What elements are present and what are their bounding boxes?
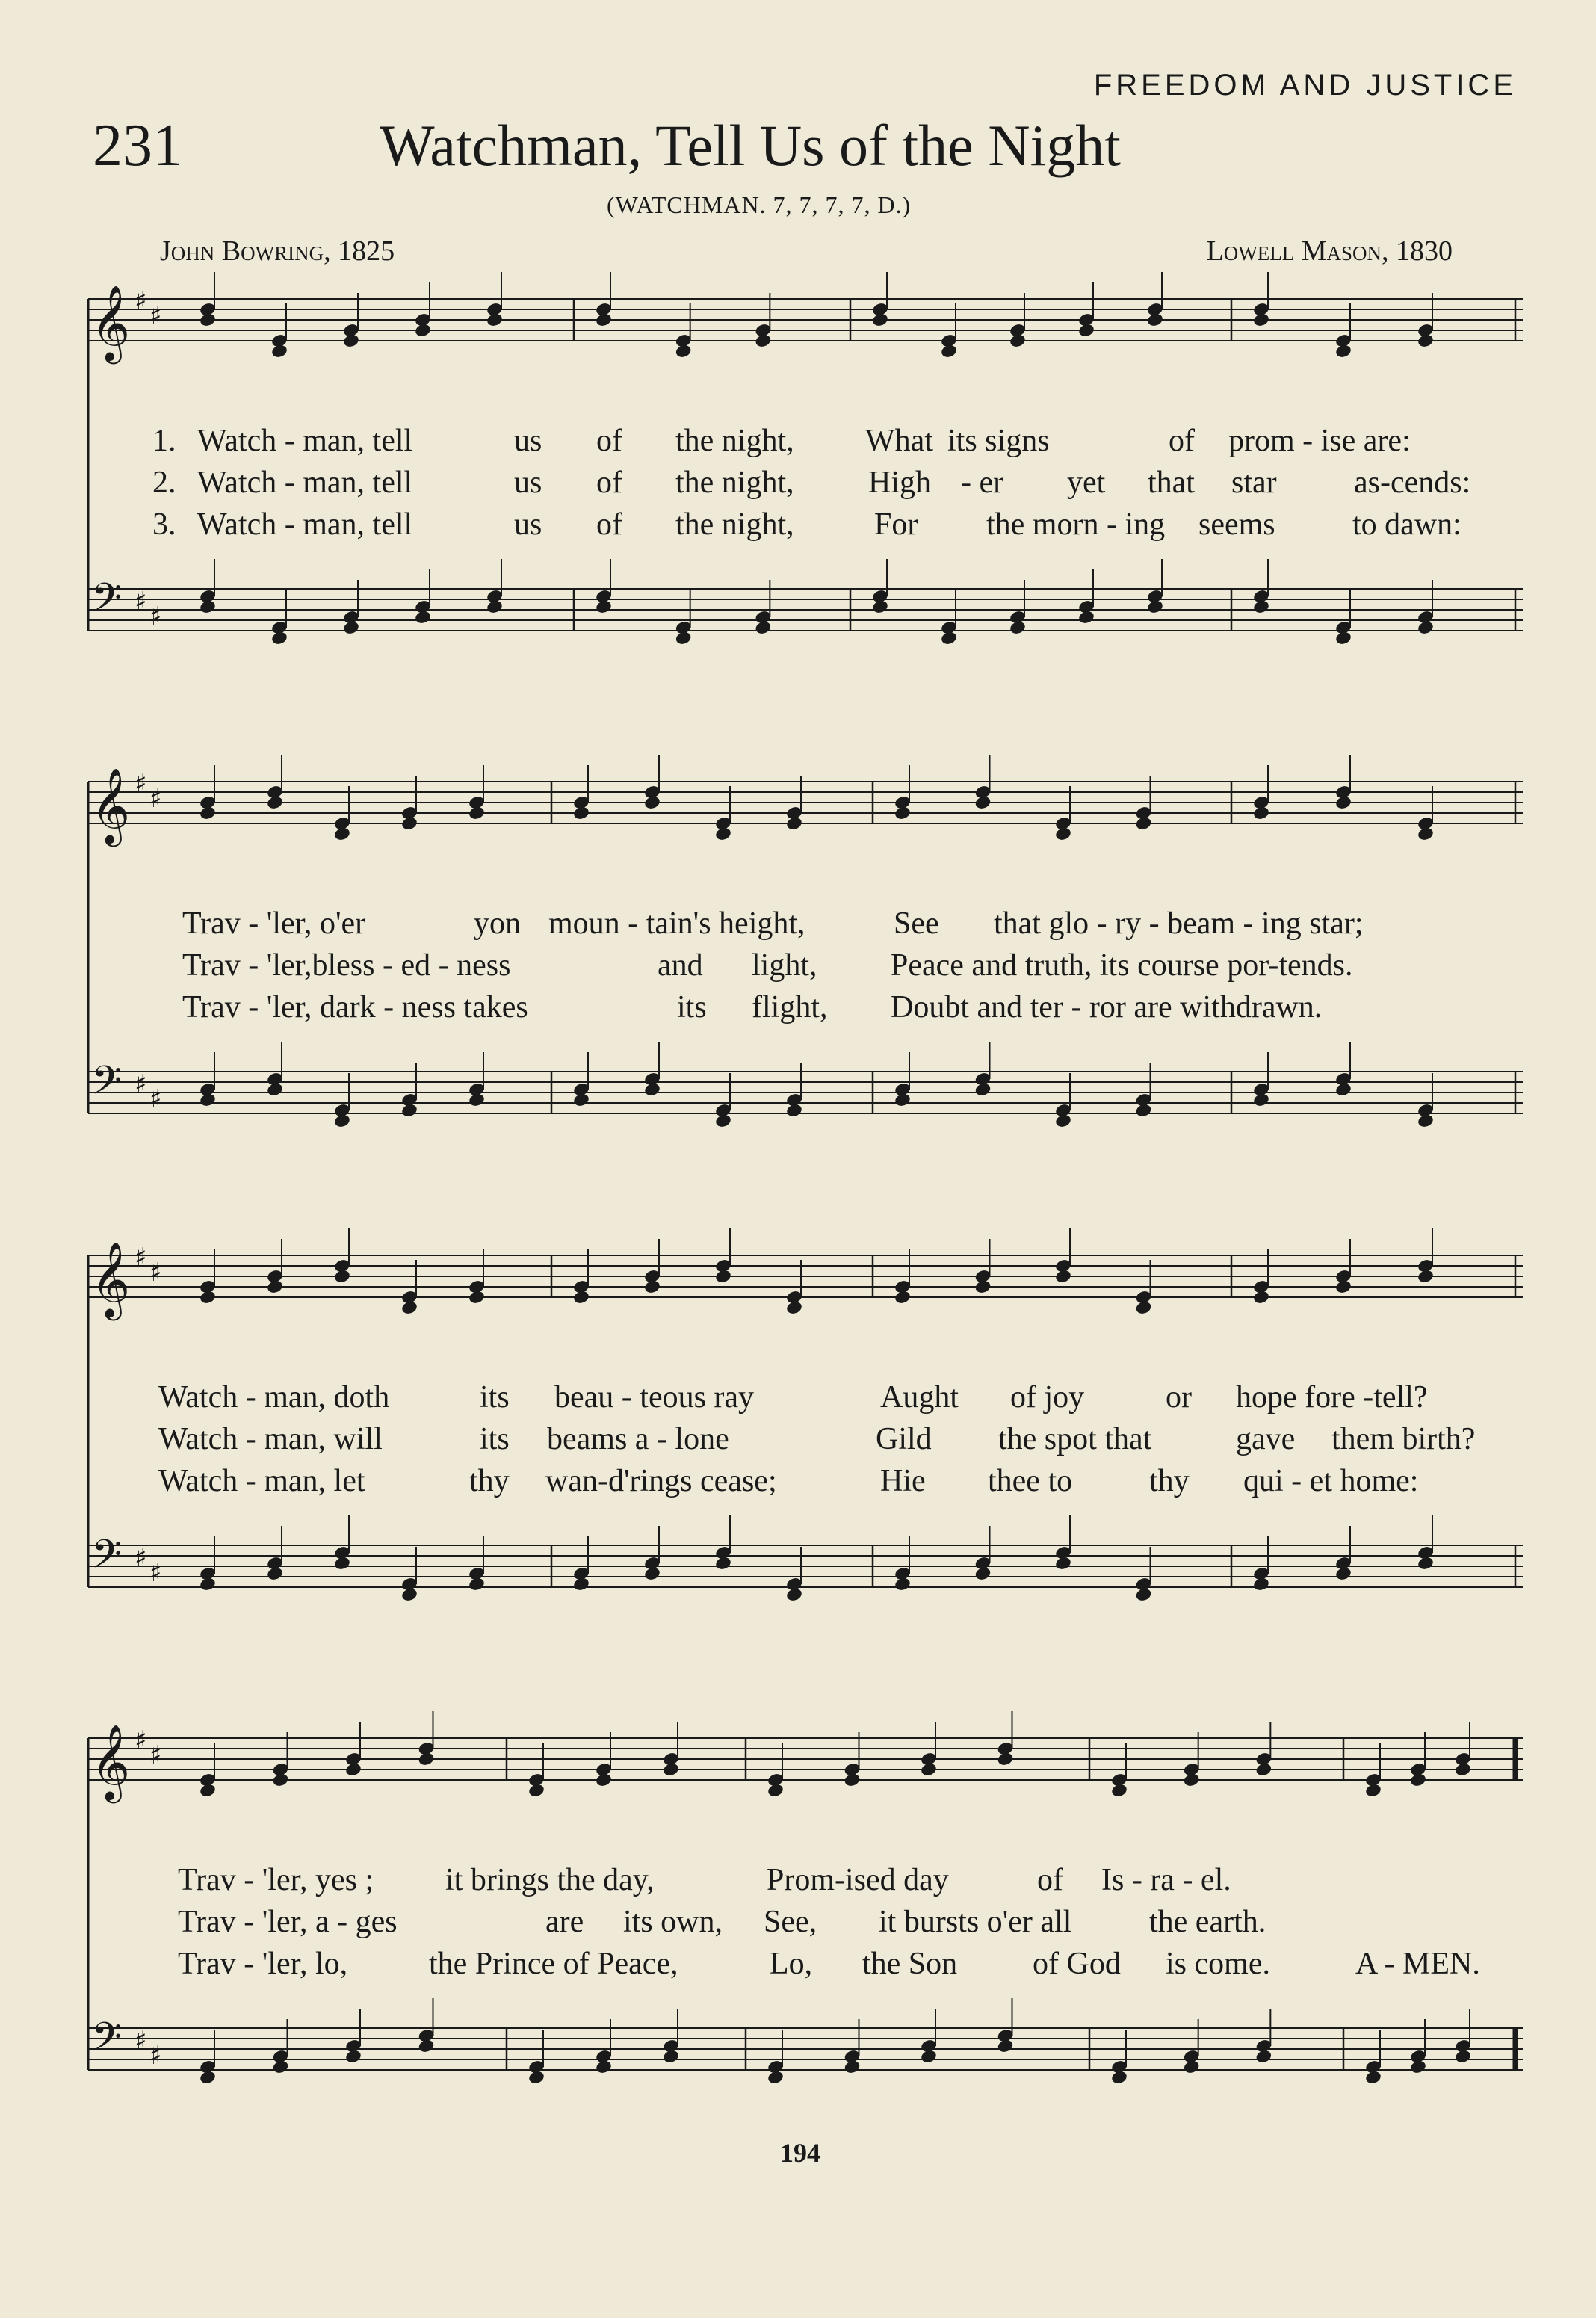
note-head bbox=[199, 312, 217, 328]
sharp-icon: ♯ bbox=[149, 2041, 162, 2071]
note-head bbox=[199, 1290, 217, 1305]
sharp-icon: ♯ bbox=[134, 1725, 147, 1755]
lyric-syllable: High bbox=[868, 466, 931, 500]
note-head bbox=[266, 795, 284, 811]
note-head bbox=[266, 1566, 284, 1582]
lyric-syllable: its signs bbox=[947, 424, 1050, 458]
note-head bbox=[767, 2070, 785, 2086]
note-head bbox=[342, 333, 360, 349]
lyric-syllable: beams a - lone bbox=[547, 1422, 729, 1456]
note-head bbox=[714, 1113, 732, 1129]
note-head bbox=[1009, 620, 1027, 636]
lyric-syllable: gave bbox=[1236, 1422, 1296, 1456]
note-head bbox=[333, 1113, 351, 1129]
note-head bbox=[1252, 1092, 1270, 1108]
note-head bbox=[1454, 1762, 1472, 1778]
note-head bbox=[1054, 1556, 1072, 1571]
note-head bbox=[714, 1269, 732, 1285]
lyric-line bbox=[88, 465, 1523, 507]
note-head bbox=[1135, 1103, 1153, 1119]
note-head bbox=[1364, 2070, 1382, 2086]
note-head bbox=[785, 816, 803, 832]
note-head bbox=[1409, 2059, 1427, 2075]
lyric-syllable: it brings the day, bbox=[445, 1863, 655, 1897]
lyric-syllable: that bbox=[1148, 466, 1195, 500]
lyric-syllable: yon bbox=[474, 906, 521, 941]
note-head bbox=[468, 806, 486, 821]
lyric-syllable: prom - ise are: bbox=[1228, 424, 1411, 458]
lyric-syllable: the Son bbox=[862, 1947, 958, 1981]
lyric-syllable: Peace and truth, its course por-tends. bbox=[891, 948, 1353, 983]
bass-clef-icon: 𝄢 bbox=[91, 2015, 123, 2070]
lyric-syllable: thy bbox=[1149, 1464, 1190, 1498]
lyric-line bbox=[88, 1421, 1523, 1463]
note-head bbox=[344, 2049, 362, 2065]
note-head bbox=[1183, 2059, 1201, 2075]
lyric-syllable: Watch - man, tell bbox=[197, 424, 413, 458]
music-system-1 bbox=[88, 284, 1523, 680]
lyric-syllable: Watch - man, tell bbox=[197, 466, 413, 500]
sharp-icon: ♯ bbox=[149, 1558, 162, 1588]
lyric-syllable: its bbox=[480, 1380, 510, 1415]
lyric-syllable: it bursts o'er all bbox=[879, 1905, 1072, 1939]
note-head bbox=[199, 806, 217, 821]
note-head bbox=[1252, 1290, 1270, 1305]
note-head bbox=[400, 1300, 418, 1316]
sharp-icon: ♯ bbox=[134, 1243, 147, 1273]
treble-clef-icon: 𝄞 bbox=[91, 1723, 131, 1800]
lyric-syllable: Is - ra - el. bbox=[1101, 1863, 1231, 1897]
note-head bbox=[486, 312, 504, 328]
lyric-syllable: Gild bbox=[876, 1422, 932, 1456]
music-system-3 bbox=[88, 1240, 1523, 1636]
note-head bbox=[199, 1783, 217, 1799]
lyric-syllable: seems bbox=[1198, 507, 1275, 542]
lyric-syllable: - er bbox=[961, 466, 1004, 500]
note-head bbox=[974, 795, 992, 811]
note-head bbox=[1252, 599, 1270, 615]
lyric-syllable: us bbox=[514, 424, 542, 458]
hymn-title: Watchman, Tell Us of the Night bbox=[380, 113, 1121, 178]
note-head bbox=[1054, 826, 1072, 842]
note-head bbox=[844, 1773, 862, 1788]
note-head bbox=[199, 1577, 217, 1592]
sharp-icon: ♯ bbox=[134, 1069, 147, 1099]
note-head bbox=[1364, 1783, 1382, 1799]
note-head bbox=[1417, 1269, 1435, 1285]
note-head bbox=[468, 1092, 486, 1108]
note-head bbox=[940, 631, 958, 646]
lyric-syllable: the night, bbox=[675, 507, 794, 542]
note-head bbox=[643, 795, 661, 811]
note-head bbox=[1252, 1577, 1270, 1592]
bass-clef-icon: 𝄢 bbox=[91, 1058, 123, 1113]
lyric-syllable: or bbox=[1166, 1380, 1192, 1415]
note-head bbox=[1252, 806, 1270, 821]
note-head bbox=[418, 1752, 436, 1767]
lyric-syllable: of bbox=[1037, 1863, 1063, 1897]
note-head bbox=[199, 2070, 217, 2086]
lyric-syllable: of bbox=[596, 466, 622, 500]
lyric-syllable: us bbox=[514, 466, 542, 500]
verse-number: 2. bbox=[152, 466, 176, 500]
note-head bbox=[414, 323, 432, 339]
note-head bbox=[974, 1566, 992, 1582]
note-head bbox=[662, 2049, 680, 2065]
verse-number: 1. bbox=[152, 424, 176, 458]
lyric-syllable: thy bbox=[469, 1464, 510, 1498]
note-head bbox=[643, 1279, 661, 1295]
lyric-line bbox=[88, 1946, 1523, 1988]
note-head bbox=[675, 631, 693, 646]
note-head bbox=[1183, 1773, 1201, 1788]
note-head bbox=[1135, 816, 1153, 832]
note-head bbox=[486, 599, 504, 615]
lyric-syllable: Watch - man, let bbox=[158, 1464, 365, 1498]
lyric-syllable: its bbox=[677, 990, 707, 1024]
note-head bbox=[675, 344, 693, 359]
note-head bbox=[1417, 1113, 1435, 1129]
lyric-line bbox=[88, 1904, 1523, 1946]
note-head bbox=[844, 2059, 862, 2075]
treble-clef-icon: 𝄞 bbox=[91, 767, 131, 844]
note-head bbox=[1135, 1300, 1153, 1316]
note-head bbox=[572, 1290, 590, 1305]
sharp-icon: ♯ bbox=[149, 602, 162, 631]
note-head bbox=[1417, 333, 1435, 349]
note-head bbox=[595, 2059, 613, 2075]
sharp-icon: ♯ bbox=[134, 286, 147, 316]
lyric-syllable: yet bbox=[1067, 466, 1106, 500]
lyric-syllable: the Prince of Peace, bbox=[429, 1947, 678, 1981]
note-head bbox=[1054, 1269, 1072, 1285]
note-head bbox=[1054, 1113, 1072, 1129]
note-head bbox=[940, 344, 958, 359]
note-head bbox=[871, 599, 889, 615]
lyric-syllable: Trav - 'ler, a - ges bbox=[178, 1905, 398, 1939]
note-head bbox=[1417, 620, 1435, 636]
lyric-line bbox=[88, 423, 1523, 465]
lyric-syllable: the morn - ing bbox=[986, 507, 1166, 542]
lyric-syllable: are bbox=[545, 1905, 584, 1939]
note-head bbox=[714, 826, 732, 842]
note-head bbox=[1454, 2049, 1472, 2065]
lyric-syllable: Trav - 'ler,bless - ed - ness bbox=[182, 948, 511, 983]
note-head bbox=[266, 1082, 284, 1098]
note-head bbox=[785, 1300, 803, 1316]
bass-clef-icon: 𝄢 bbox=[91, 575, 123, 631]
sharp-icon: ♯ bbox=[149, 301, 162, 331]
music-system-2 bbox=[88, 767, 1523, 1163]
note-head bbox=[272, 2059, 290, 2075]
lyric-line bbox=[88, 1862, 1523, 1904]
note-head bbox=[572, 806, 590, 821]
hymn-number: 231 bbox=[93, 113, 182, 179]
note-head bbox=[1409, 1773, 1427, 1788]
note-head bbox=[974, 1279, 992, 1295]
note-head bbox=[997, 1752, 1015, 1767]
lyric-line bbox=[88, 507, 1523, 548]
lyric-syllable: thee to bbox=[988, 1464, 1073, 1498]
note-head bbox=[1334, 1082, 1352, 1098]
note-head bbox=[400, 816, 418, 832]
note-head bbox=[920, 2049, 938, 2065]
lyric-syllable: us bbox=[514, 507, 542, 542]
composer: Lowell Mason, 1830 bbox=[1206, 235, 1453, 267]
lyric-syllable: star bbox=[1231, 466, 1277, 500]
lyric-syllable: A - MEN. bbox=[1355, 1947, 1480, 1981]
lyric-syllable: Lo, bbox=[770, 1947, 813, 1981]
lyric-syllable: moun - tain's height, bbox=[548, 906, 805, 941]
note-head bbox=[920, 1762, 938, 1778]
lyric-syllable: its bbox=[480, 1422, 510, 1456]
lyric-syllable: light, bbox=[752, 948, 817, 983]
note-head bbox=[468, 1577, 486, 1592]
lyric-syllable: Aught bbox=[880, 1380, 959, 1415]
lyric-syllable: them birth? bbox=[1331, 1422, 1476, 1456]
note-head bbox=[1110, 2070, 1128, 2086]
note-head bbox=[199, 599, 217, 615]
note-head bbox=[894, 1092, 912, 1108]
lyric-syllable: What bbox=[865, 424, 933, 458]
lyric-syllable: of bbox=[1169, 424, 1195, 458]
lyric-syllable: Prom-ised day bbox=[767, 1863, 949, 1897]
note-head bbox=[1334, 795, 1352, 811]
lyric-syllable: of God bbox=[1033, 1947, 1121, 1981]
note-head bbox=[1252, 312, 1270, 328]
note-head bbox=[1077, 610, 1095, 625]
note-head bbox=[468, 1290, 486, 1305]
note-head bbox=[1334, 344, 1352, 359]
bass-clef-icon: 𝄢 bbox=[91, 1532, 123, 1587]
note-head bbox=[270, 631, 288, 646]
lyric-syllable: Trav - 'ler, o'er bbox=[182, 906, 366, 941]
note-head bbox=[528, 2070, 545, 2086]
note-head bbox=[1255, 2049, 1272, 2065]
note-head bbox=[1135, 1587, 1153, 1603]
note-head bbox=[572, 1577, 590, 1592]
note-head bbox=[1110, 1783, 1128, 1799]
section-label: FREEDOM AND JUSTICE bbox=[1093, 69, 1517, 102]
sharp-icon: ♯ bbox=[149, 1258, 162, 1288]
note-head bbox=[333, 1269, 351, 1285]
sharp-icon: ♯ bbox=[134, 1543, 147, 1573]
lyric-line bbox=[88, 1463, 1523, 1505]
note-head bbox=[595, 599, 613, 615]
note-head bbox=[643, 1566, 661, 1582]
note-head bbox=[595, 312, 613, 328]
lyric-syllable: wan-d'rings cease; bbox=[545, 1464, 777, 1498]
lyric-syllable: Trav - 'ler, yes ; bbox=[178, 1863, 374, 1897]
note-head bbox=[785, 1103, 803, 1119]
lyric-syllable: its own, bbox=[623, 1905, 723, 1939]
lyric-syllable: the night, bbox=[675, 466, 794, 500]
note-head bbox=[528, 1783, 545, 1799]
lyric-syllable: hope fore -tell? bbox=[1236, 1380, 1428, 1415]
note-head bbox=[871, 312, 889, 328]
sharp-icon: ♯ bbox=[149, 784, 162, 814]
note-head bbox=[662, 1762, 680, 1778]
lyric-line bbox=[88, 989, 1523, 1031]
note-head bbox=[894, 1577, 912, 1592]
lyric-syllable: and bbox=[658, 948, 703, 983]
lyric-syllable: that glo - ry - beam - ing star; bbox=[994, 906, 1364, 941]
note-head bbox=[1009, 333, 1027, 349]
note-head bbox=[1255, 1762, 1272, 1778]
lyric-syllable: beau - teous ray bbox=[554, 1380, 755, 1415]
lyric-syllable: flight, bbox=[752, 990, 828, 1024]
lyric-syllable: as-cends: bbox=[1354, 466, 1471, 500]
lyric-syllable: Doubt and ter - ror are withdrawn. bbox=[891, 990, 1323, 1024]
sharp-icon: ♯ bbox=[149, 1740, 162, 1770]
note-head bbox=[333, 826, 351, 842]
lyric-line bbox=[88, 906, 1523, 948]
note-head bbox=[414, 610, 432, 625]
note-head bbox=[767, 1783, 785, 1799]
note-head bbox=[342, 620, 360, 636]
note-head bbox=[344, 1762, 362, 1778]
verse-number: 3. bbox=[152, 507, 176, 542]
lyric-syllable: qui - et home: bbox=[1243, 1464, 1419, 1498]
note-head bbox=[1334, 1279, 1352, 1295]
lyric-line bbox=[88, 1379, 1523, 1421]
note-head bbox=[1334, 1566, 1352, 1582]
note-head bbox=[333, 1556, 351, 1571]
note-head bbox=[1417, 1556, 1435, 1571]
note-head bbox=[266, 1279, 284, 1295]
note-head bbox=[1417, 826, 1435, 842]
lyric-line bbox=[88, 948, 1523, 989]
sharp-icon: ♯ bbox=[134, 769, 147, 799]
note-head bbox=[400, 1103, 418, 1119]
note-head bbox=[714, 1556, 732, 1571]
lyric-syllable: is come. bbox=[1166, 1947, 1270, 1981]
author: John Bowring, 1825 bbox=[160, 235, 395, 267]
lyric-syllable: See, bbox=[764, 1905, 817, 1939]
lyric-syllable: Trav - 'ler, lo, bbox=[178, 1947, 348, 1981]
note-head bbox=[1146, 599, 1164, 615]
note-head bbox=[270, 344, 288, 359]
note-head bbox=[754, 620, 772, 636]
sharp-icon: ♯ bbox=[149, 1084, 162, 1114]
lyric-syllable: Trav - 'ler, dark - ness takes bbox=[182, 990, 528, 1024]
note-head bbox=[754, 333, 772, 349]
note-head bbox=[1334, 631, 1352, 646]
note-head bbox=[418, 2039, 436, 2054]
sharp-icon: ♯ bbox=[134, 587, 147, 616]
lyric-syllable: the spot that bbox=[998, 1422, 1152, 1456]
lyric-syllable: For bbox=[874, 507, 918, 542]
lyric-syllable: Watch - man, will bbox=[158, 1422, 383, 1456]
lyric-syllable: Hie bbox=[880, 1464, 926, 1498]
note-head bbox=[595, 1773, 613, 1788]
note-head bbox=[199, 1092, 217, 1108]
tune-info: (WATCHMAN. 7, 7, 7, 7, D.) bbox=[607, 191, 912, 218]
note-head bbox=[894, 806, 912, 821]
lyric-syllable: of bbox=[596, 507, 622, 542]
note-head bbox=[1146, 312, 1164, 328]
note-head bbox=[272, 1773, 290, 1788]
note-head bbox=[572, 1092, 590, 1108]
sharp-icon: ♯ bbox=[134, 2026, 147, 2056]
lyric-syllable: See bbox=[894, 906, 939, 941]
note-head bbox=[785, 1587, 803, 1603]
note-head bbox=[997, 2039, 1015, 2054]
note-head bbox=[894, 1290, 912, 1305]
treble-clef-icon: 𝄞 bbox=[91, 1240, 131, 1317]
note-head bbox=[1077, 323, 1095, 339]
note-head bbox=[643, 1082, 661, 1098]
note-head bbox=[974, 1082, 992, 1098]
lyric-syllable: of bbox=[596, 424, 622, 458]
lyric-syllable: to dawn: bbox=[1352, 507, 1462, 542]
music-system-4 bbox=[88, 1723, 1523, 2119]
lyric-syllable: Watch - man, tell bbox=[197, 507, 413, 542]
lyric-syllable: of joy bbox=[1010, 1380, 1085, 1415]
treble-clef-icon: 𝄞 bbox=[91, 284, 131, 361]
page-number: 194 bbox=[780, 2138, 820, 2168]
note-head bbox=[400, 1587, 418, 1603]
lyric-syllable: Watch - man, doth bbox=[158, 1380, 390, 1415]
lyric-syllable: the night, bbox=[675, 424, 794, 458]
lyric-syllable: the earth. bbox=[1149, 1905, 1266, 1939]
